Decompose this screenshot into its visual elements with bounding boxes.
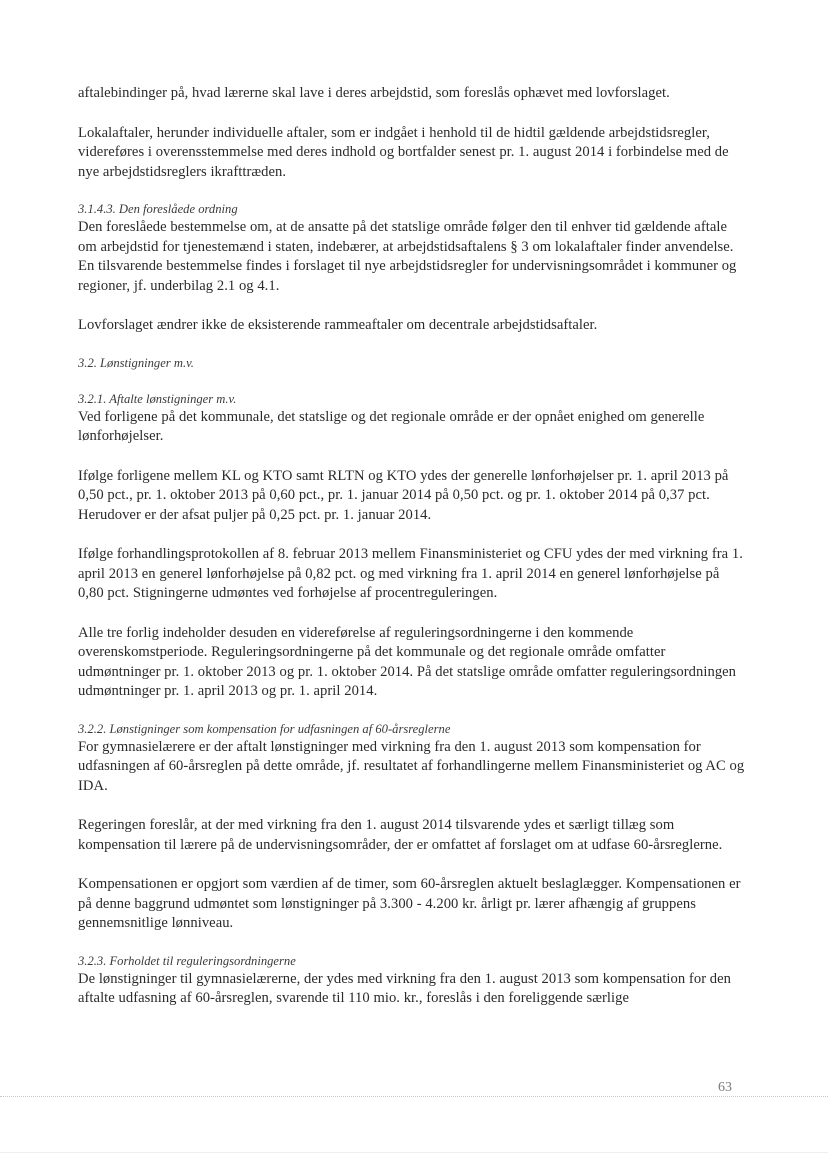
paragraph: Lokalaftaler, herunder individuelle aftaler, som er indgået i henhold til de hidtil gældende arbejdstidsregler, videreføres i overensstemmelse med deres indhold og bortfalder senest pr. 1. august 2014 i forbindelse med de nye arbejdstidsreglers ikrafttræden. bbox=[78, 124, 729, 180]
document-body bbox=[78, 84, 748, 1009]
paragraph: Regeringen foreslår, at der med virkning fra den 1. august 2014 tilsvarende ydes et særligt tillæg som kompensation til lærere på de undervisningsområder, der er omfattet af forslaget om at udfase 60-årsreglerne. bbox=[78, 817, 723, 853]
paragraph: Ved forligene på det kommunale, det statslige og det regionale område er der opnået enighed om generelle lønforhøjelser. bbox=[78, 408, 705, 444]
paragraph: Den foreslåede bestemmelse om, at de ansatte på det statslige område følger den til enhver tid gældende aftale om arbejdstid for tjenestemænd i staten, indebærer, at arbejdstidsaftalens § 3 om lokalaftaler finder anvendelse. En tilsvarende bestemmelse findes i forslaget til nye arbejdstidsregler for undervisningsområdet i kommuner og regioner, jf. underbilag 2.1 og 4.1. bbox=[78, 219, 737, 294]
page-edge-line bbox=[0, 1152, 828, 1153]
paragraph: For gymnasielærere er der aftalt lønstigninger med virkning fra den 1. august 2013 som kompensation for udfasningen af 60-årsreglen på dette område, jf. resultatet af forhandlingerne mellem Finansministeriet og AC og IDA. bbox=[78, 738, 745, 794]
section-heading: 3.2.2. Lønstigninger som kompensation for udfasningen af 60-årsreglerne bbox=[78, 721, 451, 736]
footer-divider bbox=[0, 1096, 828, 1097]
paragraph: Lovforslaget ændrer ikke de eksisterende rammeaftaler om decentrale arbejdstidsaftaler. bbox=[78, 317, 598, 333]
paragraph: Kompensationen er opgjort som værdien af de timer, som 60-årsreglen aktuelt beslaglægger. Kompensationen er på denne baggrund udmøntet som lønstigninger på 3.300 - 4.200 kr. årligt pr. lærer afhængig af gruppens gennemsnitlige lønniveau. bbox=[78, 876, 741, 931]
section-heading: 3.2.1. Aftalte lønstigninger m.v. bbox=[78, 391, 237, 406]
section-heading: 3.2. Lønstigninger m.v. bbox=[78, 355, 194, 370]
paragraph: Ifølge forhandlingsprotokollen af 8. februar 2013 mellem Finansministeriet og CFU ydes der med virkning fra 1. april 2013 en generel lønforhøjelse på 0,82 pct. og med virkning fra 1. april 2014 en generel lønforhøjelse på 0,80 pct. Stigningerne udmøntes ved forhøjelse af procentreguleringen. bbox=[78, 546, 743, 601]
section-heading: 3.2.3. Forholdet til reguleringsordningerne bbox=[78, 953, 296, 968]
paragraph: Alle tre forlig indeholder desuden en videreførelse af reguleringsordningerne i den kommende overenskomstperiode. Reguleringsordningerne på det kommunale og det regionale område omfatter udmøntninger pr. 1. oktober 2013 og pr. 1. oktober 2014. På det statslige område omfatter reguleringsordningen udmøntninger pr. 1. april 2013 og pr. 1. april 2014. bbox=[78, 624, 737, 699]
page-number: 63 bbox=[718, 1080, 732, 1095]
section-heading: 3.1.4.3. Den foreslåede ordning bbox=[78, 202, 238, 216]
paragraph: aftalebindinger på, hvad lærerne skal lave i deres arbejdstid, som foreslås ophævet med lovforslaget. bbox=[78, 85, 670, 101]
paragraph: Ifølge forligene mellem KL og KTO samt RLTN og KTO ydes der generelle lønforhøjelser pr. 1. april 2013 på 0,50 pct., pr. 1. oktober 2013 på 0,60 pct., pr. 1. januar 2014 på 0,50 pct. og pr. 1. oktober 2014 på 0,37 pct. Herudover er der afsat puljer på 0,25 pct. pr. 1. januar 2014. bbox=[78, 467, 729, 523]
paragraph: De lønstigninger til gymnasielærerne, der ydes med virkning fra den 1. august 2013 som kompensation for den aftalte udfasning af 60-årsreglen, svarende til 110 mio. kr., foreslås i den foreliggende særlige bbox=[78, 970, 732, 1006]
